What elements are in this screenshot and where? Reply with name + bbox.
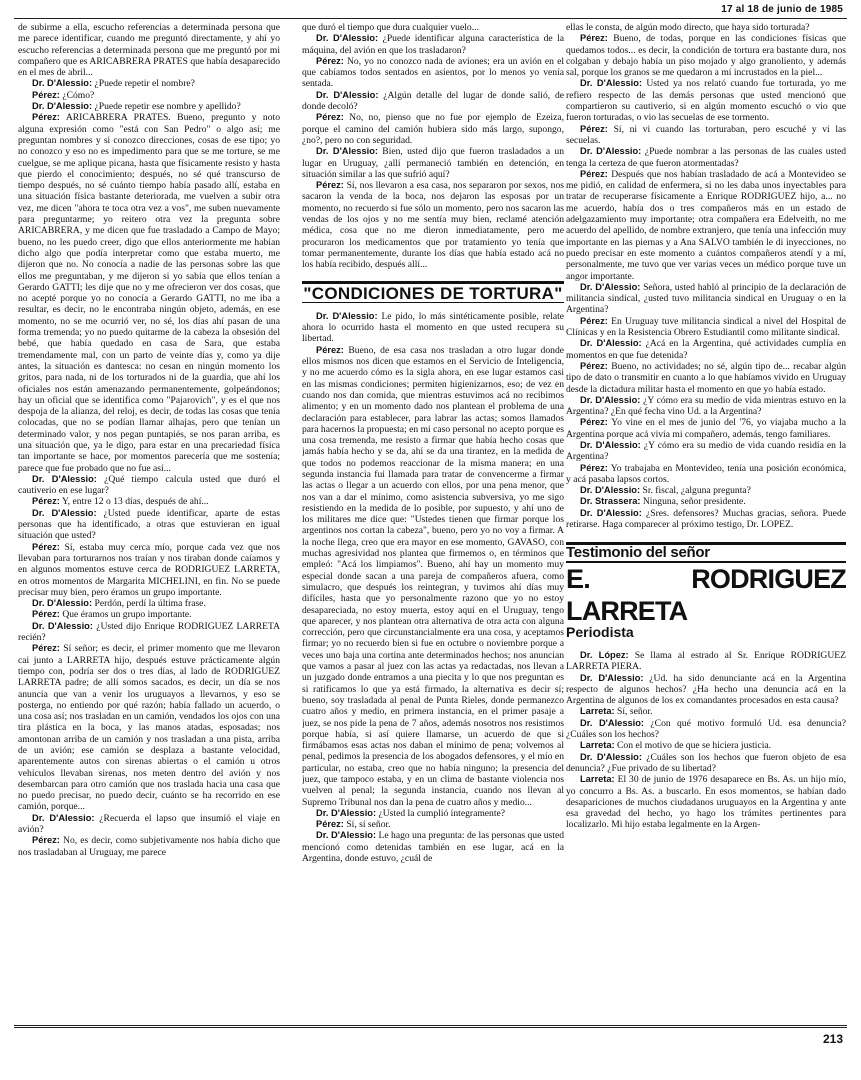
speaker-label: Pérez: [32, 643, 60, 654]
speaker-label: Dr. D'Alessio: [580, 338, 642, 349]
paragraph [18, 609, 280, 620]
paragraph-text: ¿Ud. ha sido denunciante acá en la Argentina respecto de algunos hechos? ¿Ha hecho una denuncia acá en la Argentina de algunos de los ex comandantes procesados en esta causa? [566, 672, 846, 707]
paragraph [18, 78, 280, 89]
paragraph-text: que duró el tiempo que dura cualquier vuelo... [302, 22, 479, 33]
paragraph [18, 101, 280, 112]
speaker-label: Pérez: [32, 89, 60, 100]
speaker-label: Dr. D'Alessio: [316, 310, 378, 321]
paragraph [566, 774, 846, 830]
paragraph-text: ¿Puede identificar alguna característica de la máquina, del avión en que los trasladaron? [302, 33, 564, 56]
paragraph [566, 282, 846, 316]
paragraph [566, 650, 846, 673]
speaker-label: Pérez: [316, 819, 344, 830]
paragraph [302, 146, 564, 180]
paragraph [18, 508, 280, 542]
article-page [18, 22, 848, 1022]
speaker-label: Dr. D'Alessio: [316, 146, 378, 157]
header-date: 17 al 18 de junio de 1985 [721, 4, 843, 15]
testimony-kicker: Testimonio del señor [566, 544, 710, 562]
paragraph-text: No, es decir, como subjetivamente nos había dicho que nos trasladaban al Uruguay, me parece [18, 835, 280, 858]
paragraph [566, 316, 846, 339]
paragraph [566, 361, 846, 395]
speaker-label: Dr. D'Alessio: [316, 807, 377, 818]
paragraph-text: Ninguna, señor presidente. [642, 496, 746, 508]
paragraph-text: ARICABRERA PRATES. Bueno, pregunto y noto alguna expresión como "está con San Pedro" o algo así; me preguntan nombres y si conozco direcciones, cosas de ese tipo; yo no conozco y eso no es impedimento para que se me torture, se me cuelgue, se me aplique picana, hasta que físicamente resisto y hasta que pierdo el conocimiento; después, no sé qué transcurso de tiempo después, no sé cuánto tiempo había pasado allí, estaba en una situación física bastante deteriorada, me vuelven a subir otra vez, me dicen "ahora te toca otra vez a vos", me suben nuevamente para preguntarme; yo reitero otra vez la pregunta sobre ARICABRERA, y me dicen que fue trasladado a Campo de Mayo; bueno, no les puedo creer, digo que ellos anteriormente me habían dicho algo que podía interpretar como que estaba muerto, me dijeron que no. No conocía a nadie de las personas sobre las que ellos me preguntaban, y me dijeron si yo sabía que ellos tenían a Gerardo GATTI; les dije que no y me ofrecieron ver dos cosas, que no acepté porque yo no conocía a Gerardo GATTI, no me iba a resultar, es decir, no le encontraba ningún objeto, además, en ese momento, no se me ocurrió ver, no sé, los días ahí pasan de una forma tremenda; yo no puedo quitarme de la cabeza la obsesión del bebé, que había quedado en casa de Sara, que estaba tremendamente mal, con un parto de veinte días y, como ya dije antes, la situación es dantesca: no cesan en ningún momento los gritos, para nada, ni de los torturados ni de la guardia, que ahí los oficiales nos están amenazando permanentemente, golpeándonos; hay un oficial que se identifica como "Pajarovich", y es el que nos despoja de la alianza, del reloj, es decir, de todas las cosas que tenía colocadas, que no se podían llamar alhajas, pero que tenían un determinado valor, y nos pegan puntapiés, se nos paran arriba, es una situación que, ya le digo, para estar en una precariedad física tan importante se hace, por momentos parecería que me sostenía; parece que fue probado que no fue así... [18, 112, 280, 474]
page-number: 213 [822, 1032, 843, 1046]
paragraph-text: Y, entre 12 o 13 días, después de ahí... [61, 496, 209, 508]
paragraph-text: de subirme a ella, escucho referencias a determinada persona que me parece identificar, cuando me preguntó directamente, y ahí yo escucho referencias a determinada persona que me preguntó por mi compañero que es ARICABRERA PRATES que había desaparecido en el mes de abril... [18, 22, 280, 79]
paragraph-text: ¿Usted dijo Enrique RODRIGUEZ LARRETA recién? [18, 620, 280, 644]
column-2 [302, 22, 564, 1022]
paragraph [302, 90, 564, 113]
paragraph-text: En Uruguay tuve militancia sindical a nivel del Hospital de Clínicas y en la Resistencia Obrero Estudiantil como militante sindical. [566, 315, 846, 339]
speaker-label: Pérez: [32, 112, 60, 123]
paragraph-text: No, yo no conozco nada de aviones; era un avión en el que cabíamos todos sentados en asientos, por lo menos yo venía sentada. [302, 55, 564, 90]
paragraph [18, 835, 280, 858]
speaker-label: Dr. D'Alessio: [580, 672, 644, 683]
speaker-label: Larreta: [580, 740, 615, 751]
speaker-label: Pérez: [316, 180, 344, 191]
paragraph-text: Con el motivo de que se hiciera justicia. [617, 740, 772, 752]
column-2-bottom [302, 311, 564, 865]
speaker-label: Dr. D'Alessio: [580, 439, 641, 450]
paragraph-text: ¿Cuáles son los hechos que fueron objeto de esa denuncia? ¿Fue privado de su libertad? [566, 751, 846, 774]
speaker-label: Pérez: [32, 541, 60, 552]
paragraph-text: Le hago una pregunta: de las personas que usted mencionó como detenidas también en ese lugar, acá en la Argentina, donde estuvo, ¿cuál de [302, 830, 564, 865]
header-rule [14, 18, 847, 19]
paragraph [302, 311, 564, 345]
paragraph-text: ¿Algún detalle del lugar de donde salió, de donde decoló? [302, 89, 564, 113]
paragraph [302, 830, 564, 864]
paragraph-text: Señora, usted habló al principio de la declaración de militancia sindical, ¿usted tuvo militancia sindical en Uruguay o en la Argentina? [566, 281, 846, 316]
speaker-label: Larreta: [580, 706, 615, 717]
paragraph [302, 345, 564, 808]
paragraph [18, 621, 280, 644]
paragraph-text: ¿Qué tiempo calcula usted que duró el cautiverio en ese lugar? [18, 473, 280, 497]
paragraph-text: Se llama al estrado al Sr. Enrique RODRIGUEZ LARRETA PIERA. [566, 649, 846, 673]
paragraph [566, 752, 846, 775]
paragraph-text: Sí, ni vi cuando las torturaban, pero escuché y vi las secuelas. [566, 123, 846, 146]
paragraph-text: ¿Y cómo era su medio de vida mientras estuvo en la Argentina? ¿En qué fecha vino Ud. a la Argentina? [566, 394, 846, 418]
paragraph [566, 508, 846, 531]
paragraph [18, 112, 280, 474]
speaker-label: Dr. D'Alessio: [32, 78, 93, 89]
paragraph [18, 474, 280, 497]
footer-rule [14, 1025, 847, 1029]
paragraph [566, 78, 846, 123]
speaker-label: Pérez: [316, 55, 344, 66]
testimony-heading [566, 542, 846, 638]
speaker-label: Pérez: [32, 835, 60, 846]
paragraph-text: ¿Y cómo era su medio de vida cuando residía en la Argentina? [566, 439, 846, 463]
paragraph-text: ¿Usted puede identificar, aparte de estas personas que ha identificado, a otras que estuvieran en igual situación que usted? [18, 507, 280, 542]
speaker-label: Dr. D'Alessio: [580, 751, 642, 762]
paragraph-text: ¿Con qué motivo formuló Ud. esa denuncia? ¿Cuáles son los hechos? [566, 717, 846, 741]
column-2-top [302, 22, 564, 271]
paragraph [566, 33, 846, 78]
paragraph [18, 643, 280, 812]
speaker-label: Dr. D'Alessio: [32, 812, 95, 823]
column-1 [18, 22, 280, 1022]
paragraph [566, 124, 846, 147]
section-heading-box [302, 281, 564, 303]
speaker-label: Dr. D'Alessio: [580, 485, 641, 496]
speaker-label: Dr. D'Alessio: [316, 89, 379, 100]
speaker-label: Dr. D'Alessio: [32, 620, 93, 631]
paragraph-text: Bueno, de todas, porque en las condiciones físicas que quedamos todos... es decir, la condición de tortura era bastante dura, nos colgaban y debajo había un piso mojado y algo granoliento, y además sal, porque los granos se me quedaron a mí incrustados en la piel... [566, 33, 846, 79]
speaker-label: Dr. D'Alessio: [316, 830, 377, 841]
paragraph-text: ¿Puede nombrar a las personas de las cuales usted tenga la certeza de que fueron atormentadas? [566, 146, 846, 169]
paragraph [302, 22, 564, 33]
paragraph-text: ¿Recuerda el lapso que insumió el viaje en avión? [18, 812, 280, 836]
paragraph-text: Que éramos un grupo importante. [62, 609, 192, 621]
paragraph-text: No, no, pienso que no fue por ejemplo de Ezeiza, porque el camino del camión hubiera sido más largo, supongo, ¿no?, pero no con seguridad. [302, 112, 564, 146]
paragraph [302, 808, 564, 819]
paragraph-text: ellas le consta, de algún modo directo, que haya sido torturada? [566, 22, 810, 33]
speaker-label: Pérez: [580, 417, 608, 428]
column-3 [566, 22, 846, 1022]
testimony-name: E. RODRIGUEZ LARRETA [566, 561, 846, 627]
speaker-label: Pérez: [316, 112, 344, 123]
paragraph-text: Sí señor; es decir, el primer momento que me llevaron cai junto a LARRETA hijo, después estuve prácticamente algún tiempo con, podría ser dos o tres días, al lado de RODRIGUEZ LARRETA padre; de allí somos sacados, es decir, un día se nos anuncia que van a venir los uruguayos a llevarnos, y eso se posterga, no entiendo por qué razón; había fallado un acuerdo, o una cosa así; nos trasladan en un camión, vendados los ojos con una tira plástica en la boca, y las manos atadas, esposadas; nos amontonan arriba de un camión y nos trasladan a una pista, arriba de un avión; ese camión se desplaza a bastante velocidad, aparentemente autos con sirenas abiertas o el camión u otros vehículos llevaban sirenas, nos meten dentro del avión y nos desembarcan para otro camión que nos traslada hacia una casa que no puedo precisar, no puedo decir, cuánto se ha recorrido en ese camión, porque... [18, 643, 280, 813]
speaker-label: Dr. D'Alessio: [580, 394, 641, 405]
speaker-label: Dr. D'Alessio: [32, 598, 93, 609]
paragraph [566, 22, 846, 33]
speaker-label: Pérez: [32, 609, 60, 620]
paragraph [566, 706, 846, 717]
paragraph-text: Yo vine en el mes de junio del '76, yo viajaba mucho a la Argentina porque acá vivía mi compañero, además, tengo familiares. [566, 417, 846, 440]
paragraph-text: Sí, nos llevaron a esa casa, nos separaron por sexos, nos sacaron la venda de la boca, nos dejaron las esposas por un momento, no recuerdo si fue sólo un momento, pero nos sacaron las vendas de los ojos y no me sentía muy bien, reclamé atención médica, cosa que no me dieron inmediatamente, pero me procuraron los medicamentos que por tratamiento yo tenía que tomar permanentemente, durante los días que había estado acá no los había recibido, después allí... [302, 180, 564, 271]
speaker-label: Dr. D'Alessio: [580, 507, 642, 518]
speaker-label: Pérez: [580, 123, 608, 134]
paragraph-text: ¿Puede repetir ese nombre y apellido? [94, 101, 241, 113]
paragraph [18, 598, 280, 609]
paragraph-text: Yo trabajaba en Montevideo, tenía una posición económica, y acá pasaba lapsos cortos. [566, 462, 846, 485]
speaker-label: Pérez: [32, 496, 60, 507]
paragraph [566, 417, 846, 440]
paragraph-text: ¿Acá en la Argentina, qué actividades cumplía en momentos en que fue detenida? [566, 338, 846, 361]
paragraph-text: El 30 de junio de 1976 desaparece en Bs. As. un hijo mío, yo concurro a Bs. As. a buscarlo. En esos momentos, se habían dado desapariciones de muchos ciudadanos uruguayos en la Argentina y ante esa gravedad del hecho, yo hago los trámites pertinentes para localizarlo. Mi hijo estaba legalmente en la Argen- [566, 774, 846, 831]
paragraph [302, 33, 564, 56]
paragraph [18, 496, 280, 507]
paragraph-text: ¿Usted la cumplió íntegramente? [378, 807, 506, 819]
paragraph [302, 180, 564, 270]
paragraph-text: Usted ya nos relató cuando fue torturada, yo me refiero respecto de las demás personas que usted mencionó que compartieron su cautiverio, si en algún momento escuchó o vio que fueron torturadas, o vio las secuelas de ese tormento. [566, 78, 846, 124]
testimony-role: Periodista [566, 623, 634, 640]
column-3-top [566, 22, 846, 530]
paragraph-text: ¿Puede repetir el nombre? [94, 78, 195, 90]
paragraph [566, 338, 846, 361]
paragraph [566, 440, 846, 463]
speaker-label: Dr. D'Alessio: [32, 507, 97, 518]
speaker-label: Dr. D'Alessio: [580, 717, 645, 728]
paragraph [566, 740, 846, 751]
paragraph-text: Bueno, no actividades; no sé, algún tipo de... recabar algún tipo de dato o transmitir en cuanto a lo que habíamos vivido en Uruguay desde la dictadura militar hasta el momento en que yo había estado. [566, 360, 846, 395]
speaker-label: Pérez: [580, 360, 608, 371]
paragraph [566, 463, 846, 486]
paragraph [566, 496, 846, 507]
paragraph-text: Bueno, de esa casa nos trasladan a otro lugar donde ellos mismos nos dicen que estamos en el Servicio de Inteligencia, y no me acuerdo cómo es la sigla ahora, en ese lugar estamos casi en las mismas condiciones; permiten higienizarnos, eso; de vez en cuando nos dan comida, que mientras estuvimos acá no recibimos alimento; y en un momento dado nos plantean el problema de una declaración para establecer, para labrar las actas; somos llamados para hacernos la propuesta; en mi caso personal no acepto porque es una cosa tremenda, me resisto a firmar que había hecho cosas que jamás había hecho y se da, ahí se da una tirantez, en la medida de que todos no podemos reaccionar de la misma manera; en una segunda instancia fui llamada para tratar de convencerme a firmar las actas o llegar a un acuerdo con ellos, por una pena menor, que nos van a dar el mínimo, como asistencia subversiva, yo me sigo resistiendo en la medida de lo posible, por supuesto, y ahí uno de los militares me dice que: "Ustedes tienen que firmar porque los argentinos nos cortan la cabeza", bueno, pero yo no voy a firmar. A la noche llega, creo que era mayor en ese momento, GAVASO, con muchas agresividad nos plantea que firmemos o, en términos que empleó: "Acá los limpiamos". Bueno, ahí hay un momento muy especial donde sacan a una pareja de compañeros afuera, como simulacro, que después los reintegran, y tuvimos ahí días muy difíciles, hasta que yo personalmente razono que yo no estoy desapareciada, no estoy muerta, estoy aquí en el Uruguay, tengo que aparecer, y nos plantean otra alternativa de otra acta con alguna corrección, pero que circunstancialmente era una cosa, y aceptamos firmar; yo no recuerdo bien si fue en octubre o noviembre porque a veces uno baja una cortina ante determinados hechos; nos anuncian que vamos a pasar al juez con las actas ya redactadas, nos llevan a un juzgado donde entramos a una piecita y lo que nos preguntan es si ratificamos lo que ya está firmado, la alternativa es decir sí; bueno, soy trasladada al penal de Punta Rieles, donde permanezco cuatro años y medio, en primera instancia, en el primer pasaje a juez, se nos pide la pena de 7 años, además nosotros nos resistimos porque había, si así quiere llamarse, un acuerdo de que si firmábamos esas actas nos daban el mínimo de pena; volvemos al penal, pedimos la presencia de los abogados defensores, y el mío en particular, no estaba, creo que no había ninguno; la presencia del juez, que tampoco estaba, y en un clima de bastante violencia nos vuelven al penal; la segunda instancia, cuando nos llevan al Supremo Tribunal nos dan la pena de cuatro años y medio... [302, 344, 564, 808]
paragraph [302, 819, 564, 830]
speaker-label: Pérez: [580, 33, 608, 44]
column-3-bottom [566, 650, 846, 831]
paragraph [566, 673, 846, 707]
paragraph [566, 146, 846, 169]
paragraph [302, 56, 564, 90]
paragraph [18, 90, 280, 101]
speaker-label: Dr. D'Alessio: [32, 473, 97, 484]
speaker-label: Pérez: [580, 168, 608, 179]
paragraph [566, 395, 846, 418]
paragraph [18, 22, 280, 78]
speaker-label: Dr. D'Alessio: [316, 33, 379, 44]
paragraph [566, 718, 846, 741]
paragraph-text: Sr. fiscal, ¿alguna pregunta? [642, 485, 751, 497]
speaker-label: Dr. D'Alessio: [580, 78, 643, 89]
paragraph [302, 112, 564, 146]
paragraph-text: Perdón, perdí la última frase. [94, 598, 206, 610]
speaker-label: Dr. Strassera: [580, 496, 641, 507]
paragraph [18, 813, 280, 836]
paragraph [566, 169, 846, 282]
paragraph-text: Sí, señor. [617, 706, 653, 718]
speaker-label: Dr. López: [580, 649, 629, 660]
paragraph-text: Bien, usted dijo que fueron trasladados a un lugar en Uruguay, ¿allí permaneció también en detención, en situación similar a las que sufrió aquí? [302, 146, 564, 180]
paragraph-text: Después que nos habían trasladado de acá a Montevideo se me pidió, en calidad de enfermera, si no les daba unos inyectables para tratar de recuperarse físicamente a Enrique RODRIGUEZ hijo, a... no me acuerdo, había dos o tres compañeros más en un estado de adelgazamiento muy importante; otra compañera era Edelveith, no me acuerdo del apellido, de nombre extranjero, que tenía una infección muy importante en las piernas y a Ana SALVO también le di inyecciones, no puedo precisar en este momento a cuántos compañeros atendí y a mí, personalmente, me tuvo que ver varias veces un médico porque tuve un angor importante. [566, 168, 846, 282]
paragraph-text: ¿Sres. defensores? Muchas gracias, señora. Puede retirarse. Haga comparecer al próximo testigo, Dr. LOPEZ. [566, 507, 846, 531]
paragraph [18, 542, 280, 598]
paragraph-text: Sí, sí señor. [346, 819, 391, 831]
paragraph-text: Le pido, lo más sintéticamente posible, relate ahora lo ocurrido hasta el momento en que usted recupera su libertad. [302, 310, 564, 345]
speaker-label: Dr. D'Alessio: [580, 281, 641, 292]
section-title: "CONDICIONES DE TORTURA" [303, 283, 563, 303]
paragraph-text: Sí, estaba muy cerca mío, porque cada vez que nos llevaban para torturarnos nos traían y nos tiraban donde caíamos y en algunos momentos estuve cerca de RODRIGUEZ LARRETA, en otros momentos de Margarita MICHELINI, en fin. No se puede precisar muy bien, pero éramos un grupo importante. [18, 541, 280, 598]
speaker-label: Dr. D'Alessio: [580, 146, 642, 157]
speaker-label: Pérez: [316, 344, 344, 355]
paragraph [566, 485, 846, 496]
speaker-label: Dr. D'Alessio: [32, 101, 93, 112]
speaker-label: Larreta: [580, 774, 615, 785]
speaker-label: Pérez: [580, 462, 608, 473]
paragraph-text: ¿Cómo? [62, 89, 95, 101]
speaker-label: Pérez: [580, 315, 608, 326]
